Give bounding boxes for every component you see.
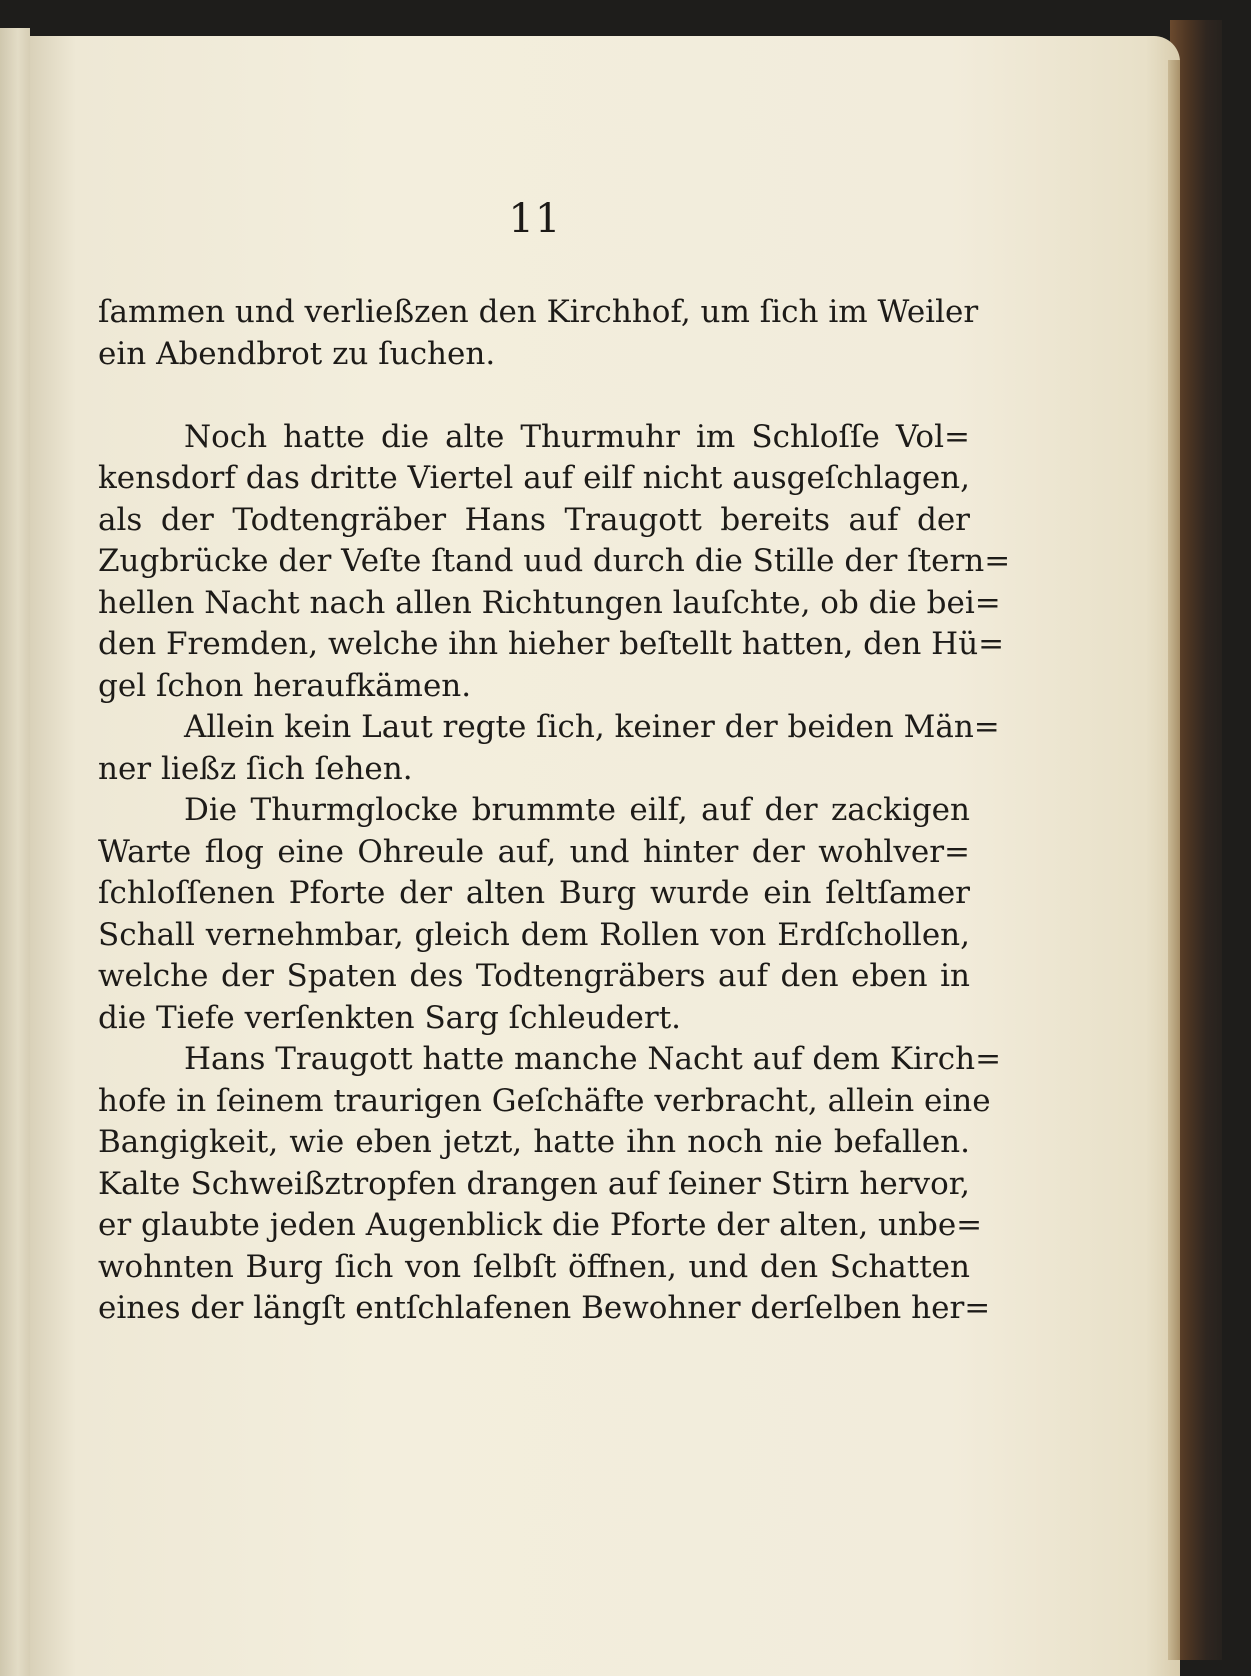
paragraph [98,790,970,1039]
text-line: Noch hatte die alte Thurmuhr im Schloſſe Vol= [184,418,970,455]
paragraph [98,1039,1002,1330]
text-line: Warte flog eine Ohreule auf, und hinter der wohlver= [98,833,970,870]
text-line: eines der längſt entſchlafenen Bewohner derſelben her= [98,1290,991,1326]
text-line: ner ließz ſich ſehen. [98,750,413,787]
paragraph [98,292,979,375]
text-line: welche der Spaten des Todtengräbers auf den eben in [98,958,970,994]
body-text [98,292,1011,1330]
paragraph [98,417,1011,708]
text-line: ſchloſſenen Pforte der alten Burg wurde ein ſeltſamer [98,875,970,911]
text-line: Die Thurmglocke brummte eilf, auf der zackigen [184,792,970,828]
text-line: hellen Nacht nach allen Richtungen lauſchte, ob die bei= [98,584,1001,621]
text-line: Kalte Schweißztropfen drangen auf ſeiner Stirn hervor, [98,1165,970,1202]
text-line: Bangigkeit, wie eben jetzt, hatte ihn noch nie befallen. [98,1124,970,1160]
text-line: kensdorf das dritte Viertel auf eilf nicht ausgeſchlagen, [98,460,970,496]
text-line: er glaubte jeden Augenblick die Pforte der alten, unbe= [98,1207,983,1243]
text-line: ſammen und verließzen den Kirchhof, um ſich im Weiler [98,294,979,330]
text-line: hofe in ſeinem traurigen Geſchäfte verbracht, allein eine [98,1082,991,1119]
text-line: ein Abendbrot zu ſuchen. [98,335,496,372]
facing-page-edge [0,28,30,1676]
text-line: als der Todtengräber Hans Traugott bereits auf der [98,501,970,538]
text-line: Schall vernehmbar, gleich dem Rollen von Erdſchollen, [98,916,970,953]
text-line: die Tiefe verſenkten Sarg ſchleudert. [98,999,682,1036]
text-line: Zugbrücke der Veſte ſtand uud durch die Stille der ſtern= [98,543,1011,579]
text-line: Allein kein Laut regte ſich, keiner der beiden Män= [184,709,1000,745]
paragraph [98,707,1000,790]
page-number: 11 [508,196,562,242]
paragraph-gap [98,375,970,417]
text-line: wohnten Burg ſich von ſelbſt öffnen, und den Schatten [98,1248,970,1285]
text-line: den Fremden, welche ihn hieher beſtellt hatten, den Hü= [98,626,1005,662]
page-fore-edge [1168,60,1180,1660]
text-line: gel ſchon heraufkämen. [98,667,472,704]
text-line: Hans Traugott hatte manche Nacht auf dem Kirch= [184,1041,1002,1077]
